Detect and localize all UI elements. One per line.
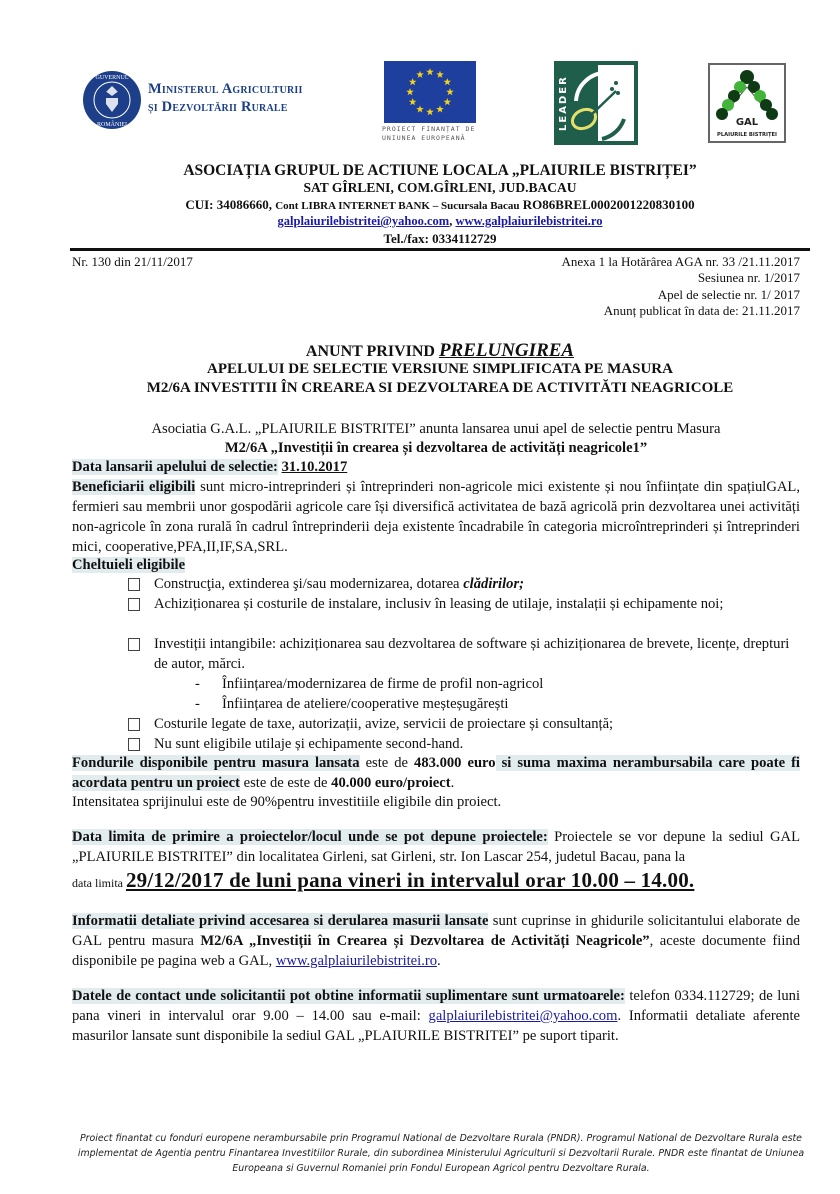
contact-text-2: . Informatii detaliate aferente masurilor lansate sunt disponibile la sediul GAL „PLAIURILE BISTRITEI” pe suport tiparit. <box>72 1008 800 1044</box>
gal-logo <box>708 63 786 143</box>
intensity-text: Intensitatea sprijinului este de 90%pentru investitiile eligibile din proiect. <box>72 794 502 810</box>
gal-logo-subtext: PLAIURILE BISTRIȚEI <box>717 132 777 138</box>
website-link[interactable]: www.galplaiurilebistritei.ro <box>275 953 438 969</box>
org-iban: RO86BREL0002001220830100 <box>522 197 695 212</box>
info-measure: M2/6A „Investiții în Crearea și Dezvoltarea de Activități Neagricole” <box>200 933 650 949</box>
anexa: Anexa 1 la Hotărârea AGA nr. 33 /21.11.2017 <box>561 254 800 269</box>
max-amount-label: si suma maxima nerambursabila care poate fi acordata pentru un proiect <box>72 755 800 791</box>
deadline-date-line <box>72 868 800 895</box>
deadline-label: Data limita de primire a proiectelor/locul unde se pot depune proiectele: <box>72 829 548 845</box>
footer-line-2: implementat de Agentia pentru Finantarea Investitiilor Rurale, din subordinea Ministerului Agriculturii si Dezvoltarii Rurale. PNDR este finantat de Uniunea <box>77 1148 805 1159</box>
ministry-name <box>148 80 303 116</box>
beneficiaries-paragraph <box>72 477 800 557</box>
expense-item-text: Costurile legate de taxe, autorizații, avize, servicii de proiectare și consultanță; <box>154 716 614 732</box>
title-emphasis: PRELUNGIREA <box>438 340 575 361</box>
org-bank-info <box>70 197 810 213</box>
launch-date <box>72 457 800 477</box>
expense-item <box>128 594 800 614</box>
eu-caption <box>382 125 482 143</box>
title-line-2: APELULUI DE SELECTIE VERSIUNE SIMPLIFICATA PE MASURA <box>207 361 673 377</box>
checkbox-icon <box>128 638 140 651</box>
dash-marker: - <box>195 696 200 712</box>
beneficiaries-label: Beneficiarii eligibili <box>72 479 196 495</box>
checkbox-icon <box>128 578 140 591</box>
org-cui: CUI: 34086660, <box>185 197 272 212</box>
expense-subitem <box>195 694 508 714</box>
funds-text: este de <box>359 755 415 771</box>
info-period: . <box>437 953 441 969</box>
org-bank: Cont LIBRA INTERNET BANK – Sucursala Bacau <box>275 200 520 212</box>
funds-period: . <box>450 775 455 791</box>
leader-logo <box>554 61 638 145</box>
gov-seal-bottom-text: ROMÂNIEI <box>97 122 127 128</box>
expenses-heading <box>72 555 800 575</box>
publicat: Anunț publicat în data de: 21.11.2017 <box>603 302 800 318</box>
launch-date-value: 31.10.2017 <box>281 459 348 475</box>
contact-label: Datele de contact unde solicitantii pot obtine informatii suplimentare sunt urmatoarele: <box>72 988 625 1004</box>
intro-line-2: M2/6A „Investiții în crearea și dezvoltarea de activități neagricole1” <box>224 440 648 456</box>
apel: Apel de selectie nr. 1/ 2017 <box>657 286 800 302</box>
expense-item-text: Construcţia, extinderea şi/sau modernizarea, dotarea <box>154 576 464 592</box>
funds-label: Fondurile disponibile pentru masura lansata <box>72 755 360 771</box>
expense-item-text: Achiziționarea și costurile de instalare, inclusiv în leasing de utilaje, instalații și echipamente noi; <box>154 596 724 612</box>
eu-caption-line-1: PROIECT FINANȚAT DE <box>382 125 476 133</box>
info-paragraph <box>72 911 800 971</box>
beneficiaries-text: sunt micro-intreprinderi și întreprinderi non-agricole mici existente și nou înființate din spațiulGAL, fermieri sau membrii unor gospodării agricole care își diversifică activitatea de bază agricolă prin dezvoltarea unei activități non-agricole în zona rurală în cadrul întreprinderii deja existente încadrabile în categoria microîntreprinderi și întreprinderi mici, cooperative,PFA,II,IF,SA,SRL. <box>72 479 800 555</box>
title-line-3: M2/6A INVESTITII ÎN CREAREA SI DEZVOLTAREA DE ACTIVITĂTI NEAGRICOLE <box>146 380 734 396</box>
expense-item <box>128 734 800 754</box>
expenses-label: Cheltuieli eligibile <box>72 557 186 573</box>
sesiunea: Sesiunea nr. 1/2017 <box>697 270 800 286</box>
expense-item <box>128 634 800 674</box>
funds-paragraph <box>72 753 800 793</box>
separator: , <box>449 214 453 228</box>
leader-logo-text: LEADER <box>558 75 569 131</box>
checkbox-icon <box>128 598 140 611</box>
doc-meta <box>561 254 800 319</box>
checkbox-icon <box>128 738 140 751</box>
info-text: sunt cuprinse in ghidurile solicitantului elaborate de GAL pentru masura <box>72 913 800 949</box>
deadline-paragraph <box>72 827 800 867</box>
max-amount: 40.000 euro/proiect <box>331 775 451 791</box>
announcement-title <box>70 340 810 362</box>
funds-text-2: este de este de <box>239 775 332 791</box>
expense-item-text: Nu sunt eligibile utilaje și echipamente second-hand. <box>154 736 464 752</box>
contact-text: telefon 0334.112729; de luni pana vineri in intervalul orar 9.00 – 14.00 sau e-mail: <box>72 988 800 1024</box>
dash-marker: - <box>195 676 200 692</box>
gal-tree-icon <box>710 65 784 141</box>
ministry-line-1: Ministerul Agriculturii <box>148 81 303 97</box>
footer-line-1: Proiect finantat cu fonduri europene nerambursabile prin Programul National de Dezvoltare Rurala (PNDR). Programul National de Dezvoltare Rurala este <box>80 1133 802 1144</box>
doc-number: Nr. 130 din 21/11/2017 <box>72 254 193 269</box>
org-name: ASOCIAȚIA GRUPUL DE ACTIUNE LOCALA „PLAIURILE BISTRIȚEI” <box>183 162 697 179</box>
org-telfax: Tel./fax: 0334112729 <box>383 231 497 246</box>
government-seal-logo <box>82 70 142 130</box>
eu-caption-line-2: UNIUNEA EUROPEANĂ <box>382 134 466 142</box>
deadline-text: Proiectele se vor depune la sediul GAL „PLAIURILE BISTRITEI” din localitatea Girleni, sat Girleni, str. Ion Lascar 254, judetul Bacau, pana la <box>72 829 800 865</box>
org-website-link[interactable]: www.galplaiurilebistritei.ro <box>455 214 603 228</box>
expense-subitem-text: Înființarea de ateliere/cooperative meșteșugărești <box>222 696 509 712</box>
expense-item-text: Investiții intangibile: achiziționarea sau dezvoltarea de software și achiziționarea de brevete, licențe, drepturi de autor, mărci. <box>154 636 790 672</box>
gal-logo-text: GAL <box>735 117 759 128</box>
expense-item <box>128 714 800 734</box>
footer-note <box>66 1131 816 1176</box>
checkbox-icon <box>128 718 140 731</box>
funds-amount: 483.000 euro <box>414 755 496 771</box>
org-email-link[interactable]: galplaiurilebistritei@yahoo.com <box>277 214 450 228</box>
org-address: SAT GÎRLENI, COM.GÎRLENI, JUD.BACAU <box>303 180 577 195</box>
contact-paragraph <box>72 986 800 1046</box>
gov-seal-top-text: GUVERNUL <box>95 75 129 81</box>
contact-email-link[interactable]: galplaiurilebistritei@yahoo.com <box>428 1008 618 1024</box>
info-label: Informatii detaliate privind accesarea si derularea masurii lansate <box>72 913 489 929</box>
header-divider <box>70 248 810 251</box>
eu-flag-logo <box>384 61 476 123</box>
intro-line-1: Asociatia G.A.L. „PLAIURILE BISTRITEI” anunta lansarea unui apel de selectie pentru Masura <box>151 421 721 437</box>
ministry-line-2: și Dezvoltării Rurale <box>148 99 288 115</box>
expense-item <box>128 574 800 594</box>
expense-subitem <box>195 674 543 694</box>
title-prefix: ANUNT PRIVIND <box>305 343 435 360</box>
info-text-2: , aceste documente fiind disponibile pe pagina web a GAL, <box>72 933 801 969</box>
expense-subitem-text: Înființarea/modernizarea de firme de profil non-agricol <box>222 676 544 692</box>
footer-line-3: Europeana si Guvernul Romaniei prin Fondul European Agricol pentru Dezvoltare Rurala. <box>232 1163 650 1174</box>
launch-label: Data lansarii apelului de selectie: <box>72 459 278 475</box>
expense-item-italic: clădirilor; <box>463 576 524 592</box>
org-contacts <box>70 214 810 229</box>
deadline-date-prefix: data limita <box>72 876 126 890</box>
deadline-date: 29/12/2017 de luni pana vineri in intervalul orar 10.00 – 14.00. <box>125 868 695 892</box>
